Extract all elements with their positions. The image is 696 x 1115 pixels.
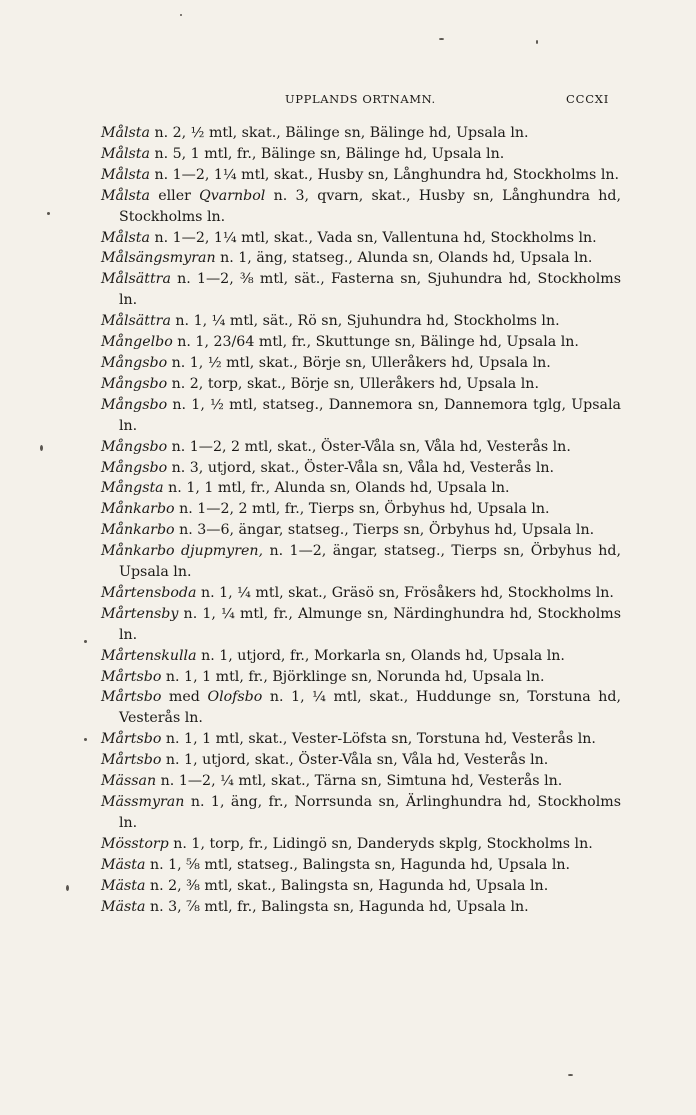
entry: [101, 583, 621, 604]
place-name: Mångsbo: [101, 459, 168, 476]
entry-details: n. 1, äng, statseg., Alunda sn, Olands hd, Upsala ln.: [215, 250, 593, 267]
place-name: Mångsta: [101, 480, 164, 497]
place-name: Månkarbo djupmyren,: [101, 543, 264, 560]
paper-speck: [568, 1074, 573, 1076]
entry-details: n. 1—2, ängar, statseg., Tierps sn, Örbyhus hd, Upsala ln.: [119, 543, 622, 581]
paper-speck: [439, 38, 444, 40]
entry-details: n. 3, qvarn, skat., Husby sn, Långhundra hd, Stockholms ln.: [119, 187, 621, 225]
entry: [101, 248, 621, 269]
place-name: Mårtsbo: [101, 752, 162, 769]
paper-speck: [84, 738, 87, 741]
paper-speck: [84, 640, 87, 643]
entry-details: n. 1, ¼ mtl, skat., Huddunge sn, Torstuna hd, Vesterås ln.: [119, 689, 622, 727]
entry-details: n. 5, 1 mtl, fr., Bälinge sn, Bälinge hd, Upsala ln.: [149, 145, 505, 162]
entry: [101, 478, 621, 499]
entry-details: n. 1, 23/64 mtl, fr., Skuttunge sn, Bälinge hd, Upsala ln.: [172, 334, 579, 351]
paper-speck: [536, 40, 538, 44]
entry: [101, 458, 621, 479]
place-name: Mårtensboda: [101, 584, 197, 601]
entry-details: n. 1, ¼ mtl, skat., Gräsö sn, Frösåkers hd, Stockholms ln.: [196, 584, 614, 601]
place-name: Mästa: [101, 856, 146, 873]
entry: [101, 186, 621, 228]
entry-details: n. 1—2, 2 mtl, skat., Öster-Våla sn, Våla hd, Vesterås ln.: [167, 438, 571, 455]
place-name: Mångsbo: [101, 438, 168, 455]
place-name: Mångelbo: [101, 334, 173, 351]
entry-details: n. 2, ½ mtl, skat., Bälinge sn, Bälinge hd, Upsala ln.: [149, 125, 529, 141]
entry: [101, 353, 621, 374]
entry: [101, 437, 621, 458]
entry: [101, 123, 621, 144]
entry: [101, 667, 621, 688]
entry: [101, 395, 621, 437]
entry: [101, 374, 621, 395]
entry-details: n. 1—2, ⅜ mtl, sät., Fasterna sn, Sjuhundra hd, Stockholms ln.: [119, 271, 621, 309]
paper-speck: [47, 212, 50, 215]
place-name: Mässmyran: [101, 794, 185, 810]
entry-details: n. 1, ¼ mtl, fr., Almunge sn, Närdinghundra hd, Stockholms ln.: [119, 605, 621, 643]
entry-details: n. 1, 1 mtl, fr., Alunda sn, Olands hd, Upsala ln.: [163, 480, 510, 497]
entry: [101, 876, 621, 897]
entry-connector: med: [161, 689, 208, 706]
place-name: Mårtensby: [101, 605, 179, 622]
entry-details: n. 1, 1 mtl, skat., Vester-Löfsta sn, Torstuna hd, Vesterås ln.: [161, 731, 596, 748]
entry-details: n. 3, ⅞ mtl, fr., Balingsta sn, Hagunda hd, Upsala ln.: [145, 898, 529, 915]
place-name: Mässan: [101, 773, 157, 790]
place-name: Mårtsbo: [101, 689, 162, 706]
entry: [101, 750, 621, 771]
entry-details: n. 1, äng, fr., Norrsunda sn, Ärlinghundra hd, Stockholms ln.: [119, 794, 621, 831]
entry-details: n. 1—2, 1¼ mtl, skat., Vada sn, Vallentuna hd, Stockholms ln.: [149, 229, 597, 246]
entry-details: n. 2, torp, skat., Börje sn, Ulleråkers hd, Upsala ln.: [167, 375, 539, 392]
paper-speck: [40, 445, 43, 451]
entry: [101, 228, 621, 249]
paper-speck: [180, 14, 182, 16]
entry-details: n. 3, utjord, skat., Öster-Våla sn, Våla hd, Vesterås ln.: [167, 459, 555, 476]
place-name: Mästa: [101, 877, 146, 894]
entry-details: n. 1, 1 mtl, fr., Björklinge sn, Norunda hd, Upsala ln.: [161, 668, 545, 685]
place-name: Månkarbo: [101, 522, 175, 539]
place-name: Målsättra: [101, 271, 171, 288]
page-number: CCCXI: [566, 92, 610, 106]
entry: [101, 269, 621, 311]
paper-speck: [66, 885, 69, 891]
entry: [101, 144, 621, 165]
entry: [101, 687, 621, 729]
entry-details: n. 1—2, 1¼ mtl, skat., Husby sn, Långhundra hd, Stockholms ln.: [149, 166, 620, 183]
entry: [101, 604, 621, 646]
alternate-place-name: Olofsbo: [207, 689, 263, 706]
entry-details: n. 1, ½ mtl, statseg., Dannemora sn, Dannemora tglg, Upsala ln.: [119, 396, 621, 434]
entry: [101, 834, 621, 855]
place-name: Mårtsbo: [101, 731, 162, 748]
entry: [101, 729, 621, 750]
place-name: Mårtsbo: [101, 668, 162, 685]
entry: [101, 771, 621, 792]
entry-details: n. 1—2, 2 mtl, fr., Tierps sn, Örbyhus hd, Upsala ln.: [174, 501, 550, 518]
place-name: Målsängsmyran: [101, 250, 216, 267]
entry-details: n. 1, utjord, skat., Öster-Våla sn, Våla hd, Vesterås ln.: [161, 752, 549, 769]
entry-details: n. 1, ⅝ mtl, statseg., Balingsta sn, Hagunda hd, Upsala ln.: [145, 856, 571, 873]
entry: [101, 520, 621, 541]
page-header: [0, 92, 696, 112]
place-name: Målsta: [101, 187, 150, 204]
entry-details: n. 3—6, ängar, statseg., Tierps sn, Örbyhus hd, Upsala ln.: [174, 522, 595, 539]
place-name: Mästa: [101, 898, 146, 915]
entry-details: n. 1, torp, fr., Lidingö sn, Danderyds skplg, Stockholms ln.: [168, 835, 593, 852]
place-name: Målsta: [101, 229, 150, 246]
entry: [101, 332, 621, 353]
entry-list: [101, 123, 621, 917]
entry: [101, 646, 621, 667]
entry: [101, 855, 621, 876]
entry-connector: eller: [149, 187, 200, 204]
entry-details: n. 1, utjord, fr., Morkarla sn, Olands hd, Upsala ln.: [196, 647, 565, 664]
place-name: Målsättra: [101, 313, 171, 330]
entry: [101, 897, 621, 918]
entry: [101, 165, 621, 186]
entry-details: n. 1—2, ¼ mtl, skat., Tärna sn, Simtuna hd, Vesterås ln.: [156, 773, 563, 790]
running-title: UPPLANDS ORTNAMN.: [285, 92, 436, 106]
place-name: Mångsbo: [101, 354, 168, 371]
place-name: Mångsbo: [101, 396, 168, 413]
place-name: Mångsbo: [101, 375, 168, 392]
entry-details: n. 2, ⅜ mtl, skat., Balingsta sn, Hagunda hd, Upsala ln.: [145, 877, 549, 894]
entry: [101, 311, 621, 332]
entry-details: n. 1, ½ mtl, skat., Börje sn, Ulleråkers hd, Upsala ln.: [167, 354, 551, 371]
place-name: Mårtenskulla: [101, 647, 197, 664]
place-name: Målsta: [101, 166, 150, 183]
place-name: Målsta: [101, 145, 150, 162]
entry: [101, 499, 621, 520]
alternate-place-name: Qvarnbol: [199, 187, 266, 204]
place-name: Målsta: [101, 125, 150, 141]
entry: [101, 541, 621, 583]
entry: [101, 792, 621, 834]
place-name: Mösstorp: [101, 835, 169, 852]
entry-details: n. 1, ¼ mtl, sät., Rö sn, Sjuhundra hd, Stockholms ln.: [170, 313, 560, 330]
place-name: Månkarbo: [101, 501, 175, 518]
